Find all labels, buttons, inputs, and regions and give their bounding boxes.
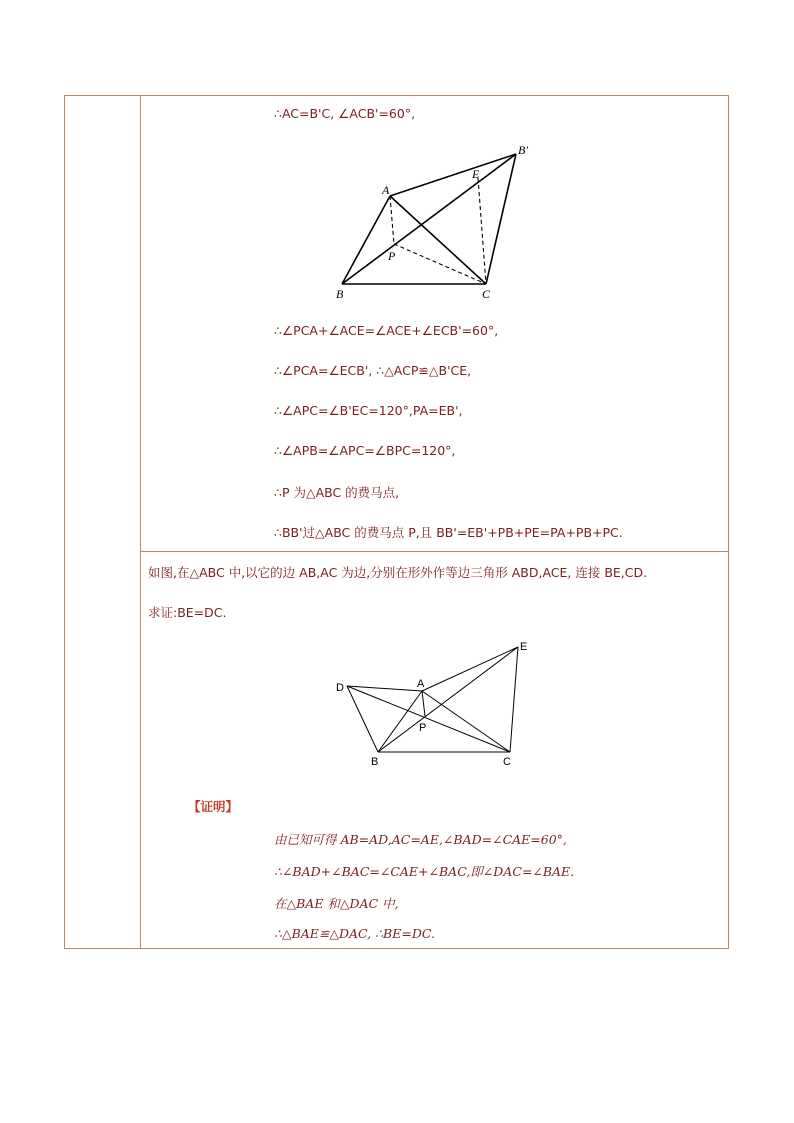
problem-line-2: 求证:BE=DC. xyxy=(148,605,227,620)
label-C: C xyxy=(503,756,511,768)
seg-AB xyxy=(378,691,422,752)
seg-BE xyxy=(378,647,518,752)
seg-ABp xyxy=(390,154,516,196)
given-line: ∴AC=B'C, ∠ACB'=60°, xyxy=(274,106,416,121)
step-4: ∴∠APB=∠APC=∠BPC=120°, xyxy=(274,443,456,458)
step-1: ∴∠PCA+∠ACE=∠ACE+∠ECB'=60°, xyxy=(274,323,499,338)
proof-line-2: ∴∠BAD+∠BAC=∠CAE+∠BAC,即∠DAC=∠BAE. xyxy=(274,864,575,879)
label-Bp: B' xyxy=(518,143,528,157)
proof-line-3: 在△BAE 和△DAC 中, xyxy=(274,896,399,911)
seg-AP xyxy=(422,691,425,716)
column-divider xyxy=(140,95,141,949)
proof-line-1: 由已知可得 AB=AD,AC=AE,∠BAD=∠CAE=60°, xyxy=(274,832,567,847)
step-5: ∴P 为△ABC 的费马点, xyxy=(274,485,400,500)
seg-AC xyxy=(390,196,486,284)
label-A: A xyxy=(382,183,390,197)
label-E: E xyxy=(520,641,528,653)
seg-AB xyxy=(342,196,390,284)
row-divider xyxy=(140,551,729,552)
seg-PC xyxy=(394,244,486,284)
seg-DB xyxy=(347,686,378,752)
label-B: B xyxy=(336,287,344,301)
figure-2 xyxy=(330,636,540,771)
seg-AE xyxy=(422,647,518,691)
step-3: ∴∠APC=∠B'EC=120°,PA=EB', xyxy=(274,403,463,418)
label-P: P xyxy=(388,249,396,263)
seg-AP xyxy=(390,196,394,244)
seg-EC xyxy=(510,647,518,752)
label-P: P xyxy=(419,722,427,734)
label-E: E xyxy=(472,167,480,181)
label-C: C xyxy=(482,287,491,301)
problem-line-1: 如图,在△ABC 中,以它的边 AB,AC 为边,分别在形外作等边三角形 ABD,ACE, 连接 BE,CD. xyxy=(148,565,648,580)
figure-1 xyxy=(330,140,540,305)
label-A: A xyxy=(417,678,425,690)
proof-tag: 【证明】 xyxy=(188,799,239,814)
proof-line-4: ∴△BAE≌△DAC, ∴BE=DC. xyxy=(274,926,435,941)
label-B: B xyxy=(371,756,379,768)
label-D: D xyxy=(336,682,344,694)
step-6: ∴BB'过△ABC 的费马点 P,且 BB'=EB'+PB+PE=PA+PB+PC. xyxy=(274,525,623,540)
seg-EC xyxy=(478,178,486,284)
step-2: ∴∠PCA=∠ECB', ∴△ACP≌△B'CE, xyxy=(274,363,472,378)
